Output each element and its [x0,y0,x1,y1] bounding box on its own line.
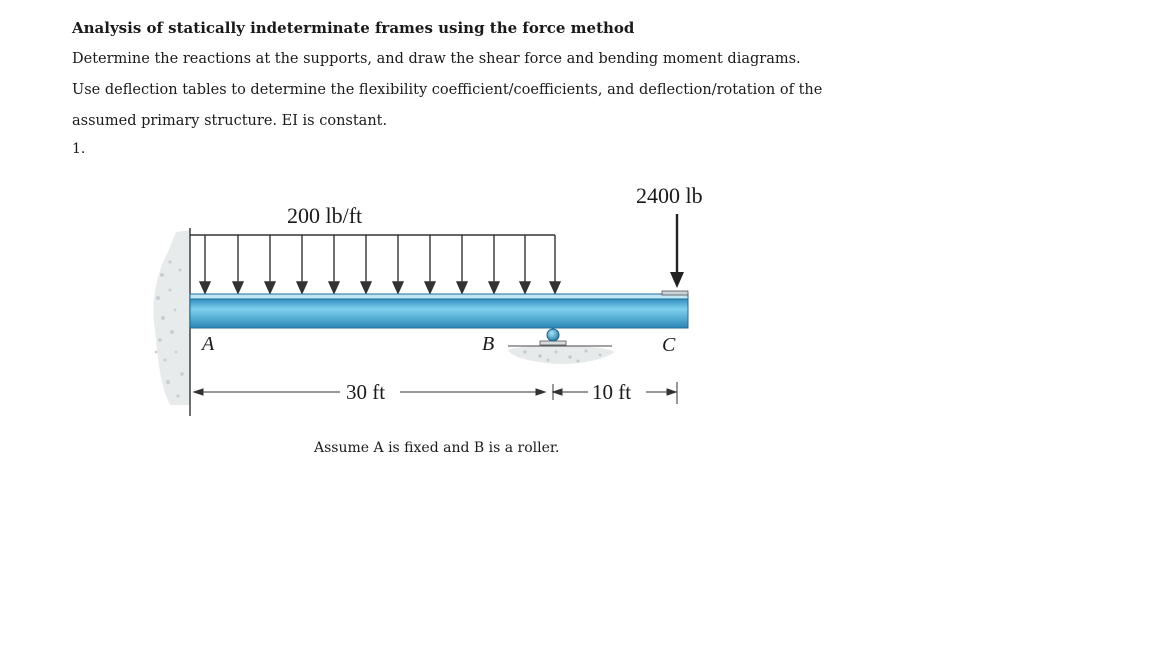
problem-number: 1. [72,141,86,157]
beam [190,291,688,328]
roller-support-b [508,329,615,364]
problem-heading: Analysis of statically indeterminate frames using the force method [72,19,635,37]
point-load-label: 2400 lb [636,183,703,208]
label-c: C [662,334,676,356]
point-load [636,183,703,288]
distributed-load-label: 200 lb/ft [287,203,363,228]
distributed-load [190,203,560,293]
label-a: A [202,333,215,355]
span-ab-label: 30 ft [346,380,386,404]
figure-caption: Assume A is fixed and B is a roller. [314,440,560,456]
problem-statement: Determine the reactions at the supports, and draw the shear force and bending moment diagrams. Use deflection tables to determine the flexibility coefficient/coefficients, and deflection/rotation of the assumed primary structure. EI is constant. [72,51,823,129]
span-bc-label: 10 ft [592,380,632,404]
label-b: B [482,333,495,355]
